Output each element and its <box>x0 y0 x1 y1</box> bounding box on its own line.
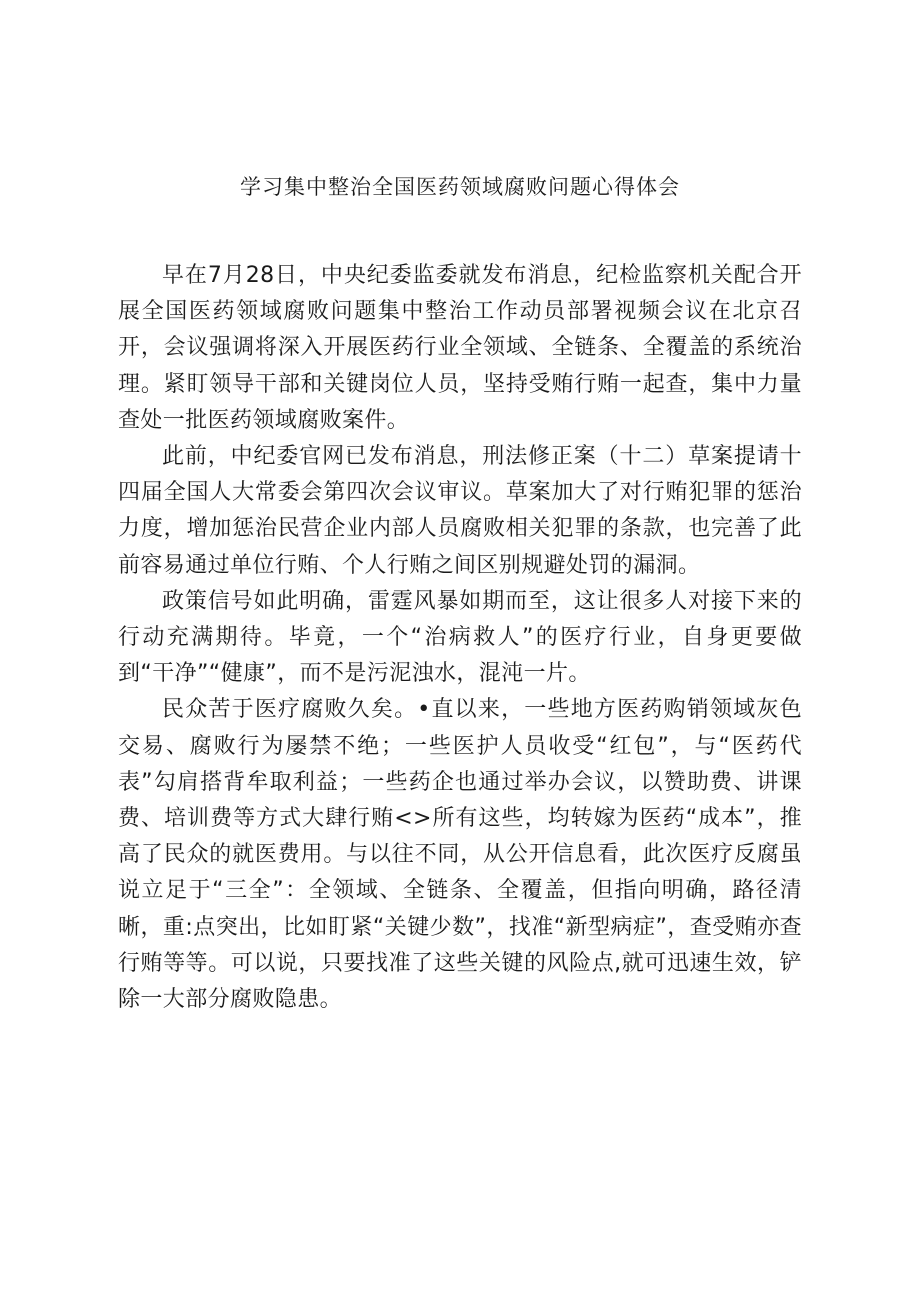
paragraph-2: 此前，中纪委官网已发布消息，刑法修正案（十二）草案提请十四届全国人大常委会第四次会议审议。草案加大了对行贿犯罪的惩治力度，增加惩治民营企业内部人员腐败相关犯罪的条款，也完善了此前容易通过单位行贿、个人行贿之间区别规避处罚的漏洞。 <box>118 444 802 578</box>
document-title: 学习集中整治全国医药领域腐败问题心得体会 <box>240 175 680 199</box>
paragraph-3: 政策信号如此明确，雷霆风暴如期而至，这让很多人对接下来的行动充满期待。毕竟，一个“治病救人”的医疗行业，自身更要做到“干净”“健康”，而不是污泥浊水，混沌一片。 <box>118 588 802 687</box>
document-body <box>118 258 802 1018</box>
paragraph-4: 民众苦于医疗腐败久矣。•直以来，一些地方医药购销领域灰色交易、腐败行为屡禁不绝；一些医护人员收受“红包”，与“医药代表”勾肩搭背牟取利益；一些药企也通过举办会议，以赞助费、讲课费、培训费等方式大肆行贿<>所有这些，均转嫁为医药“成本”，推高了民众的就医费用。与以往不同，从公开信息看，此次医疗反腐虽说立足于“三全”：全领域、全链条、全覆盖，但指向明确，路径清晰，重:点突出，比如盯紧“关键少数”，找准“新型病症”，查受贿亦查行贿等等。可以说，只要找准了这些关键的风险点,就可迅速生效，铲除一大部分腐败隐患。 <box>118 697 802 1013</box>
paragraph-1: 早在7月28日，中央纪委监委就发布消息，纪检监察机关配合开展全国医药领域腐败问题集中整治工作动员部署视频会议在北京召开，会议强调将深入开展医药行业全领域、全链条、全覆盖的系统治理。紧盯领导干部和关键岗位人员，坚持受贿行贿一起查，集中力量查处一批医药领域腐败案件。 <box>118 263 802 433</box>
